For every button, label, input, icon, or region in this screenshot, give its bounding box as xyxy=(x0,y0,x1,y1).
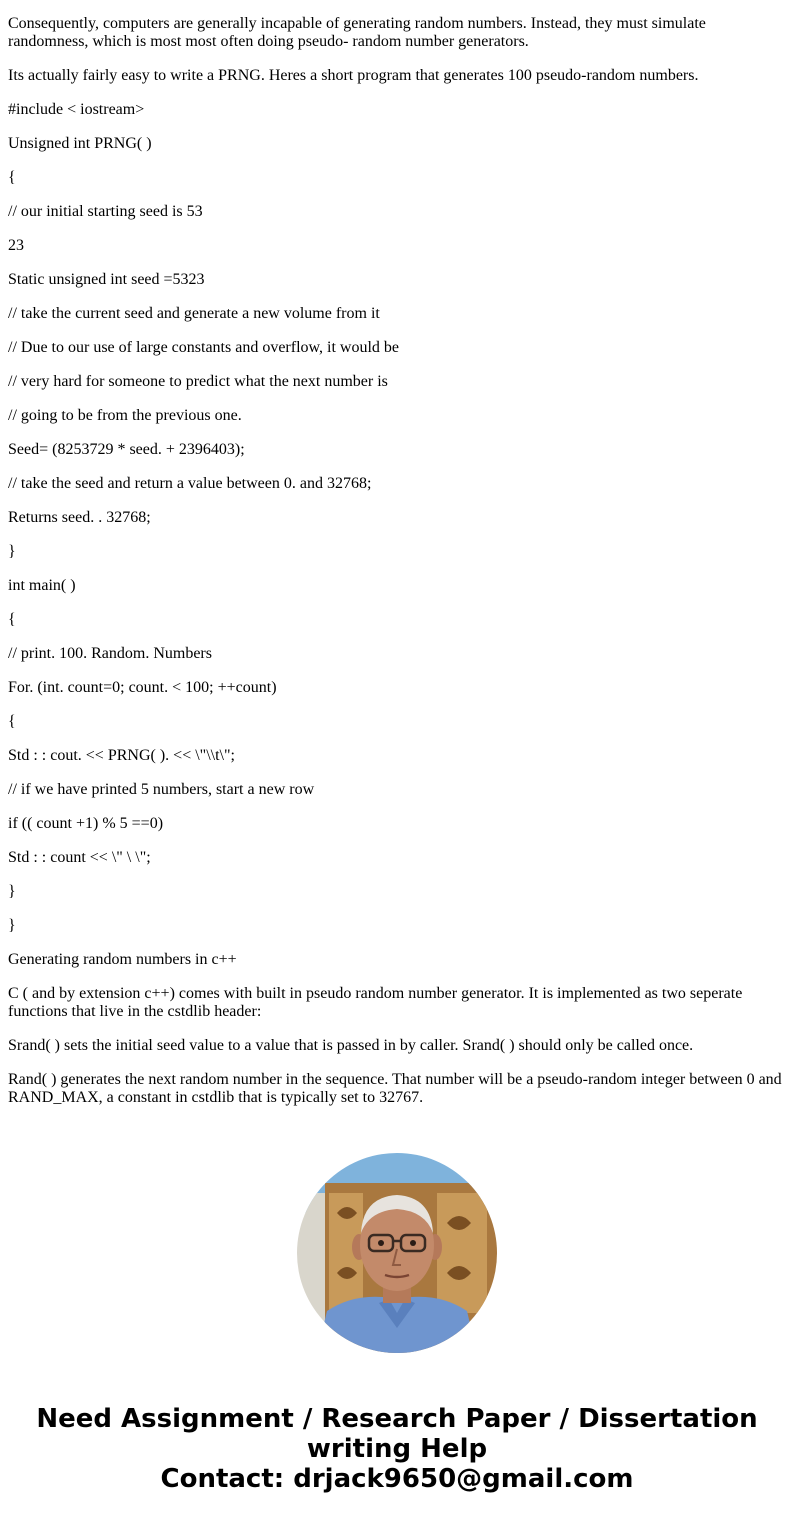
code-line: } xyxy=(8,917,16,934)
code-line: // going to be from the previous one. xyxy=(8,407,242,424)
paragraph: Srand( ) sets the initial seed value to a value that is passed in by caller. Srand( ) should only be called once. xyxy=(8,1037,694,1054)
code-line: // if we have printed 5 numbers, start a new row xyxy=(8,781,315,798)
code-line: Std : : count << \" \ \"; xyxy=(8,849,151,866)
code-line: if (( count +1) % 5 ==0) xyxy=(8,815,164,832)
code-line: // our initial starting seed is 53 xyxy=(8,203,203,220)
code-line: // print. 100. Random. Numbers xyxy=(8,645,212,662)
promo-banner xyxy=(0,1404,794,1494)
paragraph: Rand( ) generates the next random number in the sequence. That number will be a pseudo-random integer between 0 and RAND_MAX, a constant in cstdlib that is typically set to 32767. xyxy=(8,1071,782,1106)
code-line: } xyxy=(8,883,16,900)
code-line: int main( ) xyxy=(8,577,76,594)
code-line: // very hard for someone to predict what the next number is xyxy=(8,373,388,390)
code-line: Std : : cout. << PRNG( ). << \"\\t\"; xyxy=(8,747,235,764)
code-line: For. (int. count=0; count. < 100; ++count) xyxy=(8,679,277,696)
code-line: { xyxy=(8,611,16,628)
code-line: } xyxy=(8,543,16,560)
person-portrait-icon xyxy=(297,1153,497,1353)
code-line: Static unsigned int seed =5323 xyxy=(8,271,205,288)
promo-headline: Need Assignment / Research Paper / Dissertation writing Help xyxy=(36,1404,758,1464)
code-line: Unsigned int PRNG( ) xyxy=(8,135,152,152)
code-line: 23 xyxy=(8,237,24,254)
section-heading: Generating random numbers in c++ xyxy=(8,951,237,968)
avatar xyxy=(297,1153,497,1353)
code-line: #include < iostream> xyxy=(8,101,145,118)
code-line: Seed= (8253729 * seed. + 2396403); xyxy=(8,441,245,458)
paragraph: C ( and by extension c++) comes with built in pseudo random number generator. It is implemented as two seperate functions that live in the cstdlib header: xyxy=(8,985,743,1020)
code-line: { xyxy=(8,169,16,186)
code-line: // take the current seed and generate a new volume from it xyxy=(8,305,380,322)
code-line: { xyxy=(8,713,16,730)
code-line: Returns seed. . 32768; xyxy=(8,509,151,526)
paragraph: Consequently, computers are generally incapable of generating random numbers. Instead, they must simulate randomness, which is most most often doing pseudo- random number generators. xyxy=(8,15,706,50)
code-line: // take the seed and return a value between 0. and 32768; xyxy=(8,475,372,492)
promo-contact: Contact: drjack9650@gmail.com xyxy=(160,1464,634,1494)
code-line: // Due to our use of large constants and overflow, it would be xyxy=(8,339,400,356)
paragraph: Its actually fairly easy to write a PRNG. Heres a short program that generates 100 pseudo-random numbers. xyxy=(8,67,699,84)
article-body xyxy=(8,15,786,1123)
